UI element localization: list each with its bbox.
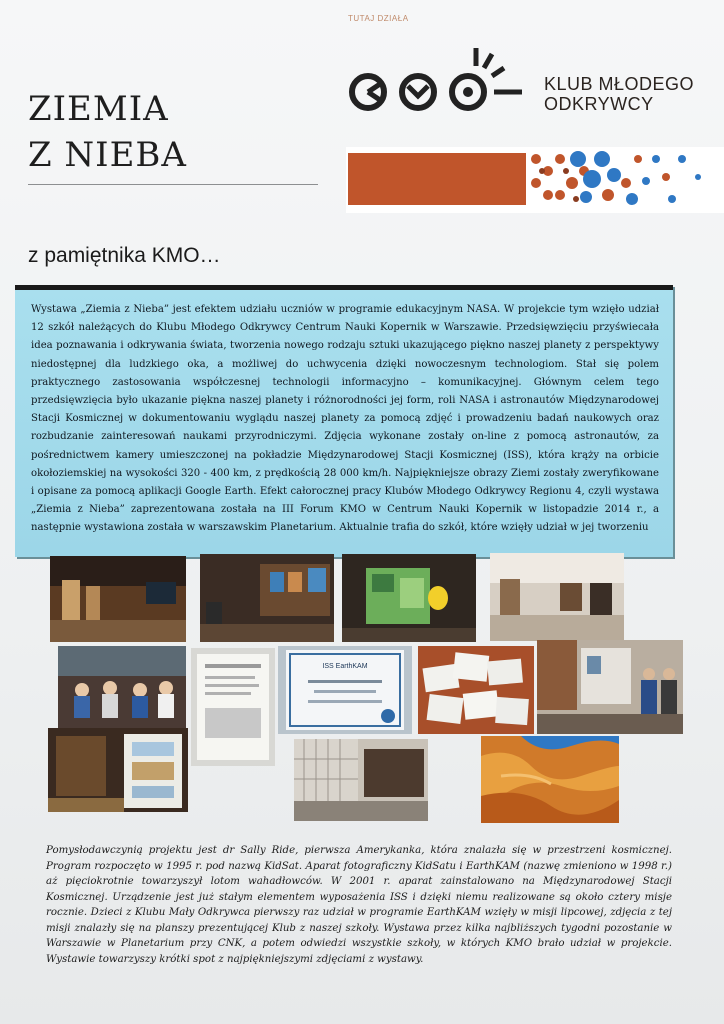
top-note: TUTAJ DZIAŁA bbox=[348, 14, 409, 23]
title-line-2: Z NIEBA bbox=[28, 135, 187, 175]
poster-title bbox=[28, 86, 187, 178]
intro-text: Wystawa „Ziemia z Nieba” jest efektem udziału uczniów w programie edukacyjnym NASA. W projekcie tym wzięło udział 12 szkół należących do Klubu Młodego Odkrywcy Centrum Nauki Kopernik w Warszawie. Przedsięwzięciu przyświecała idea poznawania i odkrywania świata, tworzenia nowego rodzaju sztuki ukazującego piękno naszej planety z perspektywy niedostępnej dla ludzkiego oka, a możliwej do uchwycenia dzięki nowoczesnym technologiom. Stał się polem praktycznego zastosowania współczesnej technologii informacyjno – komunikacyjnej. Głównym celem tego przedsięwzięcia było ukazanie piękna naszej planety i różnorodności jej form, roli NASA i astronautów Międzynarodowej Stacji Kosmicznej w dokumentowaniu wyglądu naszej planety za pomocą zdjęć i prowadzeniu badań naukowych oraz rozbudzanie zainteresowań naukami przyrodniczymi. Zdjęcia wykonane zostały on-line z pomocą astronautów, za pośrednictwem kamery umieszczonej na pokładzie Międzynarodowej Stacji Kosmicznej (ISS), która krąży na orbicie okołoziemskiej na wysokości 320 - 400 km, z prędkością 28 000 km/h. Najpiękniejsze obrazy Ziemi zostały zweryfikowane i opisane za pomocą aplikacji Google Earth. Efekt całorocznej pracy Klubów Młodego Odkrywcy Regionu 4, czyli wystawa „Ziemia z Nieba” zaprezentowana została na III Forum KMO w Centrum Nauki Kopernik w listopadzie 2014 r., a następnie wystawiona została w warszawskim Planetarium. Aktualnie trafia do szkół, które wzięły udział w jej tworzeniu bbox=[31, 304, 659, 534]
decorative-pattern bbox=[346, 147, 724, 213]
subtitle: z pamiętnika KMO… bbox=[28, 244, 221, 267]
photo-exhibition-room bbox=[490, 553, 624, 641]
logo-line-2: ODKRYWCY bbox=[544, 94, 654, 114]
photo-certificates-on-wall bbox=[418, 646, 534, 734]
certificate-heading: ISS EarthKAM bbox=[322, 663, 368, 670]
photo-exhibition-boards bbox=[342, 554, 476, 642]
photo-planetarium-entrance bbox=[294, 739, 428, 821]
logo-text bbox=[544, 74, 694, 114]
footer-text: Pomysłodawczynią projektu jest dr Sally Ride, pierwsza Amerykanka, która znalazła się w przestrzeni kosmicznej. Program rozpoczęto w 1995 r. pod nazwą KidSat. Aparat fotograficzny KidSatu i EarthKAM (nazwę zmieniono w 1998 r.) aż pięciokrotnie towarzyszył lotom wahadłowców. W 2001 r. aparat zainstalowano na Międzynarodowej Stacji Kosmicznej. Urządzenie jest już stałym elementem wyposażenia ISS i dzięki niemu realizowane są około cztery misje rocznie. Dzieci z Klubu Mały Odkrywca pierwszy raz udział w programie EarthKAM wzięły w misji lipcowej, zdjęcia z tej misji znalazły się na planszy prezentującej Klub z naszej szkoły. Wystawa przez kilka najbliższych tygodni pozostanie w Warszawie w Planetarium przy CNK, a potem odwiedzi wszystkie szkoły, w których KMO brało udział w projekcie. Wystawie towarzyszy krótki spot z najpiękniejszymi zdjęciami z wystawy. bbox=[46, 845, 672, 965]
photo-exhibition-corridor bbox=[200, 554, 334, 642]
title-line-1: ZIEMIA bbox=[28, 89, 169, 129]
photo-children-group bbox=[58, 646, 186, 730]
title-divider bbox=[28, 184, 318, 185]
photo-visitors-gallery bbox=[537, 640, 683, 734]
photo-document-sheet bbox=[191, 648, 275, 766]
photo-exhibition-hall bbox=[50, 556, 186, 642]
logo-line-1: KLUB MŁODEGO bbox=[544, 74, 695, 94]
photo-earthkam-certificate bbox=[278, 646, 412, 734]
photo-earth-from-space bbox=[481, 736, 619, 823]
photo-exhibition-stands bbox=[48, 728, 188, 812]
intro-box bbox=[15, 285, 673, 557]
